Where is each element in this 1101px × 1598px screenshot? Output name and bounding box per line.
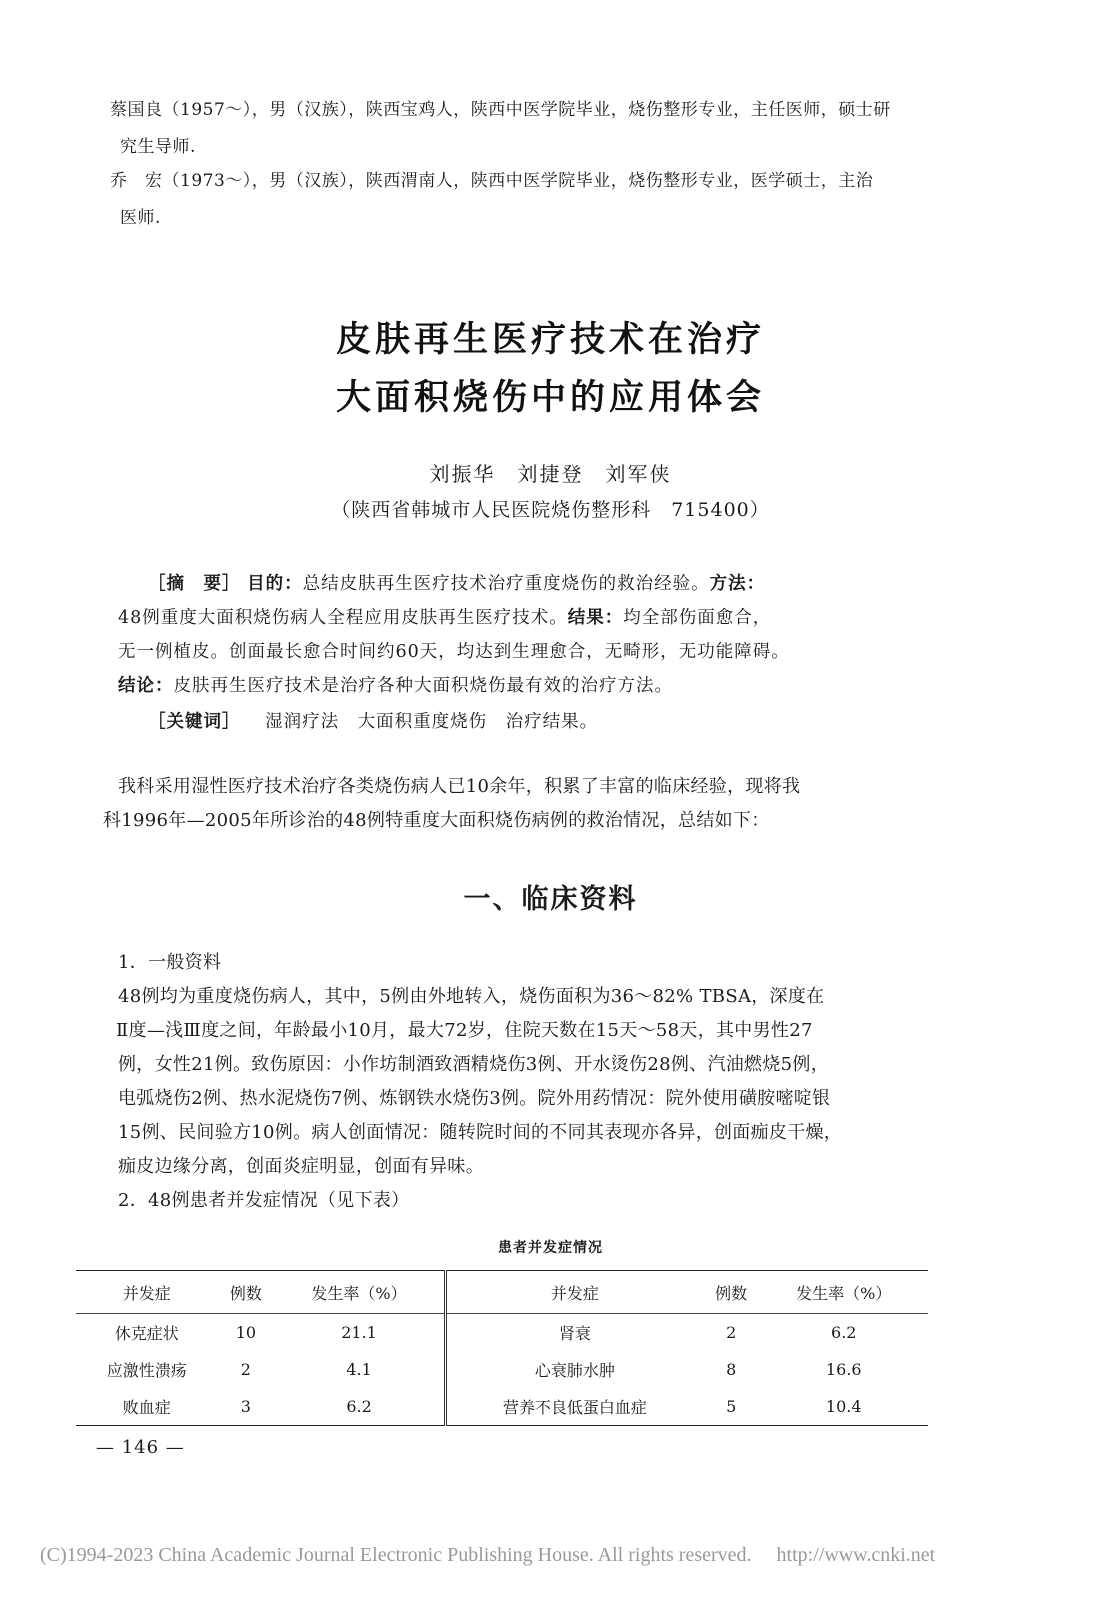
table-cell: 16.6 bbox=[825, 1360, 862, 1379]
general-data-line2: Ⅱ度—浅Ⅲ度之间，年龄最小10月，最大72岁，住院天数在15天～58天，其中男性27 bbox=[116, 1020, 813, 1041]
table-cell: 肾衰 bbox=[558, 1324, 591, 1343]
table-cell: 4.1 bbox=[274, 1351, 445, 1388]
abstract-conclusion-text: 皮肤再生医疗技术是治疗各种大面积烧伤最有效的治疗方法。 bbox=[173, 676, 673, 696]
abstract-label: ［摘 要］ bbox=[148, 574, 241, 594]
table-cell: 心衰肺水肿 bbox=[534, 1361, 615, 1380]
table-cell: 营养不良低蛋白血症 bbox=[502, 1398, 647, 1417]
abstract-method-text: 48例重度大面积烧伤病人全程应用皮肤再生医疗技术。 bbox=[118, 608, 568, 628]
copyright-footer: (C)1994-2023 China Academic Journal Electronic Publishing House. All rights reserved. http://www.cnki.net bbox=[40, 1544, 936, 1566]
author-bio-2 bbox=[110, 163, 930, 237]
author-bio-2-line2: 医师. bbox=[120, 208, 161, 228]
table-cell: 5 bbox=[726, 1397, 737, 1416]
table-cell: 10.4 bbox=[825, 1397, 862, 1416]
abstract-purpose-text: 总结皮肤再生医疗技术治疗重度烧伤的救治经验。 bbox=[302, 574, 710, 594]
complications-table bbox=[76, 1270, 928, 1426]
general-data-line6: 痂皮边缘分离，创面炎症明显，创面有异味。 bbox=[118, 1156, 484, 1177]
abstract bbox=[118, 567, 918, 739]
table-header-row bbox=[76, 1271, 928, 1314]
general-data-line1: 48例均为重度烧伤病人，其中，5例由外地转入，烧伤面积为36～82% TBSA，深度在 bbox=[118, 986, 825, 1007]
intro-line1: 我科采用湿性医疗技术治疗各类烧伤病人已10余年，积累了丰富的临床经验，现将我 bbox=[118, 776, 801, 797]
author-bio-1 bbox=[110, 92, 930, 166]
table-header-cell: 并发症 bbox=[122, 1283, 171, 1303]
table-cell: 2 bbox=[240, 1360, 251, 1379]
table-cell: 2 bbox=[726, 1323, 737, 1342]
article-title-line1: 皮肤再生医疗技术在治疗 bbox=[335, 320, 765, 360]
table-header-cell: 例数 bbox=[715, 1283, 748, 1303]
abstract-conclusion-label: 结论： bbox=[118, 676, 174, 696]
keywords-text: 湿润疗法 大面积重度烧伤 治疗结果。 bbox=[265, 712, 599, 732]
table-cell: 21.1 bbox=[274, 1314, 445, 1352]
table-cell: 应激性溃疡 bbox=[106, 1361, 187, 1380]
author-bio-2-line1: 乔 宏（1973～），男（汉族），陕西渭南人，陕西中医学院毕业，烧伤整形专业，医学硕士，主治 bbox=[110, 171, 874, 191]
abstract-purpose-label: 目的： bbox=[247, 574, 303, 594]
table-cell: 8 bbox=[726, 1360, 737, 1379]
table-row bbox=[76, 1314, 928, 1352]
general-data-line5: 15例、民间验方10例。病人创面情况：随转院时间的不同其表现亦各异，创面痂皮干燥， bbox=[118, 1122, 843, 1143]
keywords-label: ［关键词］ bbox=[148, 712, 241, 732]
table-cell: 休克症状 bbox=[114, 1324, 179, 1343]
abstract-result-text-1: 均全部伤面愈合， bbox=[623, 608, 772, 628]
abstract-result-text-2: 无一例植皮。创面最长愈合时间约60天，均达到生理愈合，无畸形，无功能障碍。 bbox=[118, 642, 790, 662]
table-title: 患者并发症情况 bbox=[498, 1240, 603, 1256]
table-cell: 6.2 bbox=[831, 1323, 857, 1342]
intro-line2: 科1996年—2005年所诊治的48例特重度大面积烧伤病例的救治情况，总结如下： bbox=[103, 810, 770, 831]
general-data-line4: 电弧烧伤2例、热水泥烧伤7例、炼钢铁水烧伤3例。院外用药情况：院外使用磺胺嘧啶银 bbox=[118, 1088, 831, 1109]
article-title-line2: 大面积烧伤中的应用体会 bbox=[335, 378, 765, 418]
abstract-result-label: 结果： bbox=[567, 608, 624, 628]
abstract-method-label: 方法： bbox=[709, 574, 766, 594]
general-data-section bbox=[118, 946, 930, 1218]
table-cell: 败血症 bbox=[122, 1398, 171, 1417]
article-authors: 刘振华 刘捷登 刘军侠 bbox=[429, 462, 672, 486]
table-cell: 10 bbox=[235, 1323, 257, 1342]
table-header-cell: 发生率（%） bbox=[796, 1283, 892, 1303]
page-number: — 146 — bbox=[96, 1437, 185, 1458]
intro-paragraph bbox=[103, 770, 930, 838]
subsection-general-data: 1．一般资料 bbox=[118, 952, 222, 973]
table-cell: 6.2 bbox=[274, 1388, 445, 1426]
table-cell: 3 bbox=[240, 1397, 251, 1416]
table-row bbox=[76, 1351, 928, 1388]
author-affiliation: （陕西省韩城市人民医院烧伤整形科 715400） bbox=[331, 499, 770, 521]
table-header-cell: 并发症 bbox=[550, 1283, 599, 1303]
table-header-cell: 发生率（%） bbox=[274, 1271, 445, 1314]
table-row bbox=[76, 1388, 928, 1426]
general-data-line3: 例，女性21例。致伤原因：小作坊制酒致酒精烧伤3例、开水烫伤28例、汽油燃烧5例， bbox=[118, 1054, 830, 1075]
section-heading-clinical-data: 一、临床资料 bbox=[463, 884, 638, 915]
table-header-cell: 例数 bbox=[229, 1283, 262, 1303]
author-bio-1-line1: 蔡国良（1957～），男（汉族），陕西宝鸡人，陕西中医学院毕业，烧伤整形专业，主任医师，硕士研 bbox=[110, 100, 891, 120]
author-bio-1-line2: 究生导师. bbox=[120, 137, 196, 157]
subsection-complications: 2．48例患者并发症情况（见下表） bbox=[118, 1190, 410, 1211]
